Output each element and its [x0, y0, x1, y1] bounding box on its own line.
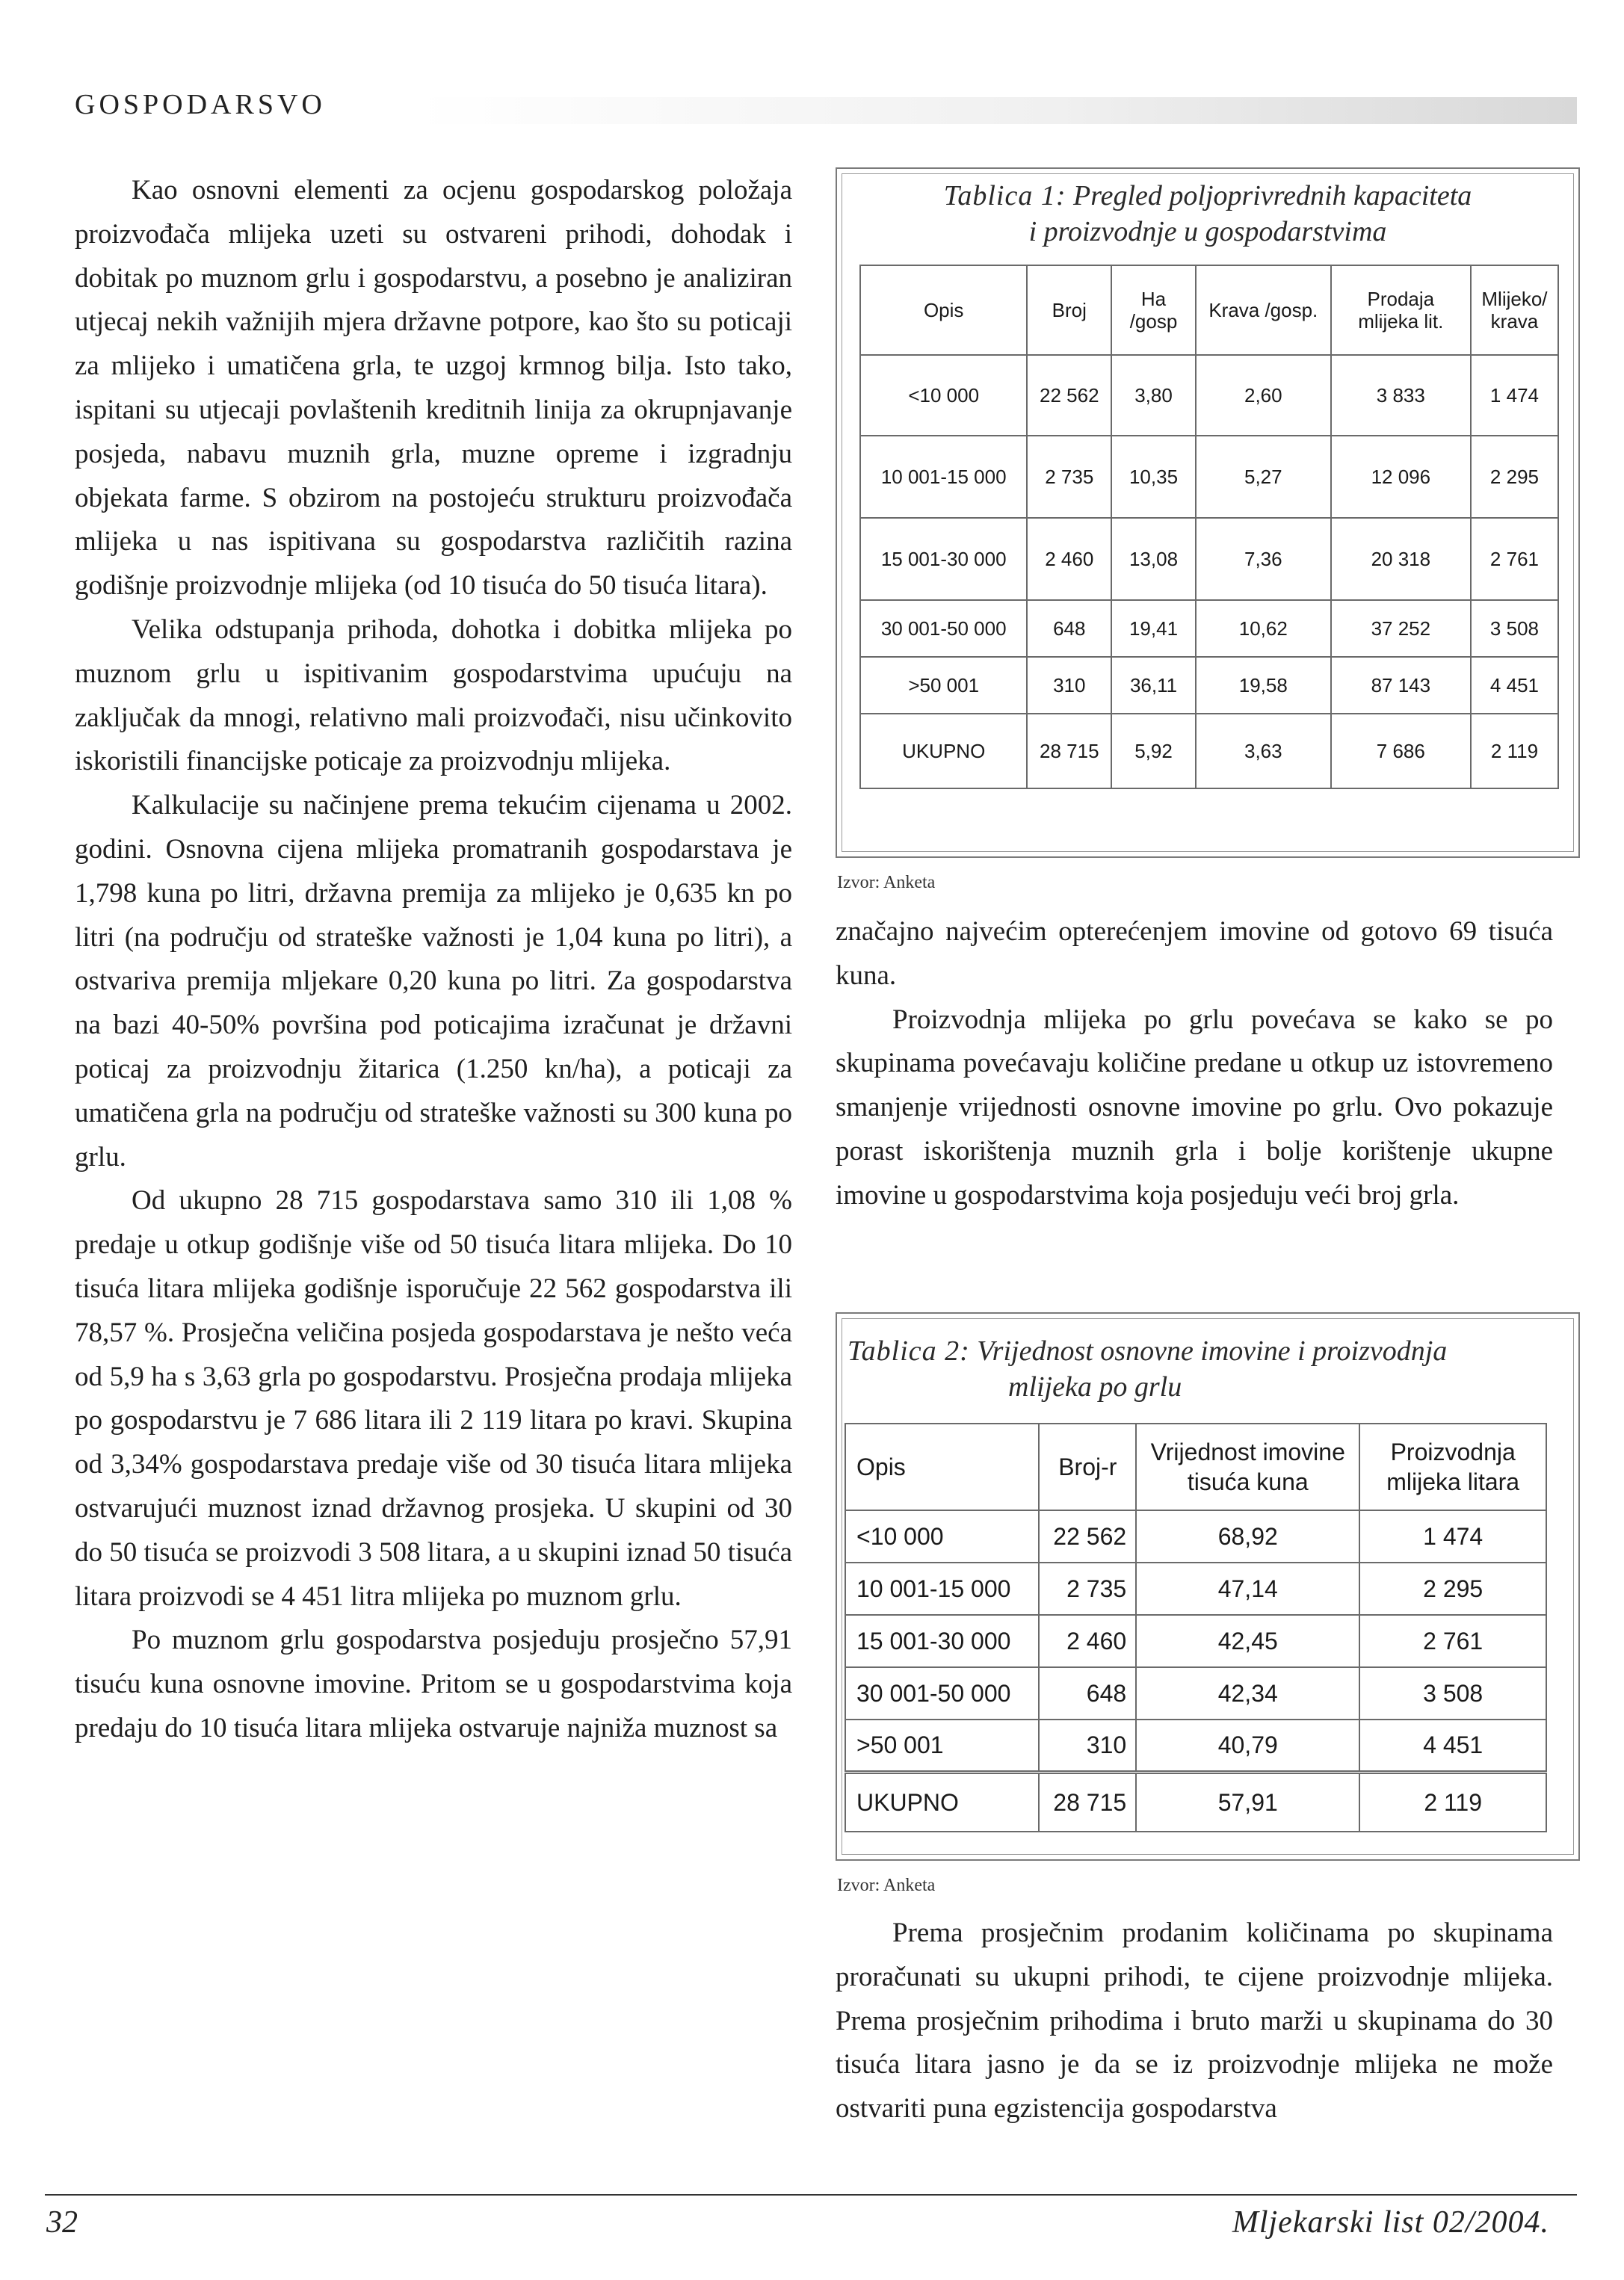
table1-header-row [860, 265, 1558, 355]
table1-title-line2: i proizvodnje u gospodarstvima [1028, 216, 1387, 247]
table2-header-cell: Broj-r [1039, 1424, 1136, 1510]
table2-title-line2: mlijeka po grlu [1008, 1371, 1182, 1403]
table1-header-cell: Ha /gosp [1111, 265, 1196, 355]
paragraph: Proizvodnja mlijeka po grlu povećava se kako se po skupinama povećavaju količine predane u otkup uz istovremeno smanjenje vrijednosti osnovne imovine po grlu. Ovo pokazuje porast iskorištenja muznih grla i bolje korištenje ukupne imovine u gospodarstvima koja posjeduju veći broj grla. [836, 1004, 1553, 1211]
table2-cell: 4 451 [1359, 1720, 1546, 1772]
table2-row [845, 1667, 1546, 1720]
table2-cell: 3 508 [1359, 1667, 1546, 1720]
paragraph: Kalkulacije su načinjene prema tekućim cijenama u 2002. godini. Osnovna cijena mlijeka promatranih gospodarstava je 1,798 kuna po litri, državna premija za mlijeko je 0,635 kn po litri (na području od strateške važnosti je 1,04 kuna po litri), a ostvariva premija mljekare 0,20 kuna po litri. Za gospodarstva na bazi 40-50% površina pod poticajima izračunat je državni poticaj za proizvodnju žitarica (1.250 kn/ha), a poticaji za umatičena grla na području od strateške važnosti su 300 kuna po grlu. [75, 790, 792, 1173]
paragraph: Prema prosječnim prodanim količinama po skupinama proračunati su ukupni prihodi, te cijene proizvodnje mlijeka. Prema prosječnim prihodima i bruto marži u skupinama do 30 tisuća litara jasno je da se iz proizvodnje mlijeka ne može ostvariti puna egzistencija gospodarstva [836, 1918, 1553, 2125]
table2-cell: 648 [1039, 1667, 1136, 1720]
table1-header-cell: Broj [1027, 265, 1111, 355]
table1-cell: UKUPNO [860, 714, 1027, 788]
table2-cell: >50 001 [845, 1720, 1039, 1772]
table2-cell: 47,14 [1136, 1563, 1359, 1615]
table1-cell: 4 451 [1471, 657, 1558, 714]
table2-cell: 28 715 [1039, 1772, 1136, 1832]
table2-total-row [845, 1772, 1546, 1832]
table1-cell: 13,08 [1111, 518, 1196, 600]
table2-cell: 57,91 [1136, 1772, 1359, 1832]
table1-cell: 2 295 [1471, 436, 1558, 518]
table2-cell: 42,34 [1136, 1667, 1359, 1720]
table1-cell: 7 686 [1331, 714, 1471, 788]
table1-total-row [860, 714, 1558, 788]
table2-source: Izvor: Anketa [837, 1876, 936, 1895]
table1-row [860, 657, 1558, 714]
table2-cell: 310 [1039, 1720, 1136, 1772]
table1-cell: 37 252 [1331, 600, 1471, 657]
table1-header-cell: Prodaja mlijeka lit. [1331, 265, 1471, 355]
table2-label: Tablica 2: [847, 1335, 970, 1367]
right-column-bottom [836, 1912, 1553, 2131]
table2-cell: UKUPNO [845, 1772, 1039, 1832]
table1-cell: 2 761 [1471, 518, 1558, 600]
table1-cell: 28 715 [1027, 714, 1111, 788]
right-column-top [836, 910, 1553, 1218]
table1-source: Izvor: Anketa [837, 873, 936, 892]
table1 [859, 265, 1559, 789]
paragraph: Po muznom grlu gospodarstva posjeduju prosječno 57,91 tisuću kuna osnovne imovine. Pritom se u gospodarstvima koja predaju do 10 tisuća litara mlijeka ostvaruje najniža muznost sa [75, 1625, 792, 1743]
table1-cell: 5,27 [1196, 436, 1331, 518]
table2-row [845, 1510, 1546, 1563]
paragraph: značajno najvećim opterećenjem imovine od gotovo 69 tisuća kuna. [836, 916, 1553, 991]
table2-cell: 1 474 [1359, 1510, 1546, 1563]
table2-header-cell: Opis [845, 1424, 1039, 1510]
table2-header-cell: Proizvodnja mlijeka litara [1359, 1424, 1546, 1510]
table2-row [845, 1563, 1546, 1615]
table2-header-cell: Vrijednost imovine tisuća kuna [1136, 1424, 1359, 1510]
table1-cell: 3,63 [1196, 714, 1331, 788]
table1-cell: 648 [1027, 600, 1111, 657]
table1-cell: 10,35 [1111, 436, 1196, 518]
table1-cell: 3 833 [1331, 355, 1471, 436]
table1-cell: 5,92 [1111, 714, 1196, 788]
table1-cell: 7,36 [1196, 518, 1331, 600]
page-number: 32 [46, 2205, 78, 2240]
table1-cell: 30 001-50 000 [860, 600, 1027, 657]
table1-cell: 20 318 [1331, 518, 1471, 600]
table1-cell: 3 508 [1471, 600, 1558, 657]
table1-cell: 19,58 [1196, 657, 1331, 714]
table1-cell: >50 001 [860, 657, 1027, 714]
table1-cell: 3,80 [1111, 355, 1196, 436]
footer-rule [45, 2194, 1577, 2196]
table2-cell: 2 460 [1039, 1615, 1136, 1667]
table2-cell: <10 000 [845, 1510, 1039, 1563]
table2-cell: 2 761 [1359, 1615, 1546, 1667]
table1-cell: 10,62 [1196, 600, 1331, 657]
table1-row [860, 436, 1558, 518]
table2-cell: 42,45 [1136, 1615, 1359, 1667]
table2-cell: 15 001-30 000 [845, 1615, 1039, 1667]
table2-caption [837, 1333, 1578, 1405]
table1-cell: 2,60 [1196, 355, 1331, 436]
table1-cell: 2 460 [1027, 518, 1111, 600]
journal-title: Mljekarski list 02/2004. [1232, 2205, 1549, 2240]
table1-cell: 10 001-15 000 [860, 436, 1027, 518]
table2-frame [836, 1312, 1580, 1861]
table1-caption [837, 178, 1578, 250]
paragraph: Velika odstupanja prihoda, dohotka i dobitka mlijeka po muznom grlu u ispitivanim gospodarstvima upućuju na zaključak da mnogi, relativno mali proizvođači, nisu učinkovito iskoristili financijske poticaje za proizvodnju mlijeka. [75, 614, 792, 777]
table2-header-row [845, 1424, 1546, 1510]
table1-cell: 22 562 [1027, 355, 1111, 436]
table1-row [860, 518, 1558, 600]
table1-cell: 2 735 [1027, 436, 1111, 518]
paragraph: Od ukupno 28 715 gospodarstava samo 310 ili 1,08 % predaje u otkup godišnje više od 50 tisuća litara mlijeka. Do 10 tisuća litara mlijeka godišnje isporučuje 22 562 gospodarstva ili 78,57 %. Prosječna veličina posjeda gospodarstava je nešto veća od 5,9 ha s 3,63 grla po gospodarstvu. Prosječna prodaja mlijeka po gospodarstvu je 7 686 litara ili 2 119 litara po kravi. Skupina od 3,34% gospodarstava predaje više od 30 tisuća litara mlijeka ostvarujući muznost iznad državnog prosjeka. U skupini od 30 do 50 tisuća se proizvodi 3 508 litara, a u skupini iznad 50 tisuća litara proizvodi se 4 451 litra mlijeka po muznom grlu. [75, 1185, 792, 1612]
table1-cell: 12 096 [1331, 436, 1471, 518]
table1-cell: 2 119 [1471, 714, 1558, 788]
table1-cell: 310 [1027, 657, 1111, 714]
table2-cell: 2 295 [1359, 1563, 1546, 1615]
table2-row [845, 1720, 1546, 1772]
table1-cell: 1 474 [1471, 355, 1558, 436]
table1-cell: 15 001-30 000 [860, 518, 1027, 600]
table2-cell: 2 735 [1039, 1563, 1136, 1615]
table1-cell: 19,41 [1111, 600, 1196, 657]
table1-header-cell: Krava /gosp. [1196, 265, 1331, 355]
table1-header-cell: Mlijeko/ krava [1471, 265, 1558, 355]
header-gradient-bar [419, 97, 1577, 124]
table2-cell: 40,79 [1136, 1720, 1359, 1772]
table1-cell: <10 000 [860, 355, 1027, 436]
table2 [845, 1423, 1547, 1832]
table2-cell: 2 119 [1359, 1772, 1546, 1832]
table2-title-line1: Vrijednost osnovne imovine i proizvodnja [977, 1335, 1448, 1367]
table2-row [845, 1615, 1546, 1667]
table1-frame [836, 167, 1580, 858]
table1-title-line1: Pregled poljoprivrednih kapaciteta [1073, 180, 1472, 211]
table2-cell: 10 001-15 000 [845, 1563, 1039, 1615]
table1-cell: 87 143 [1331, 657, 1471, 714]
section-title: GOSPODARSVO [75, 89, 326, 120]
table1-cell: 36,11 [1111, 657, 1196, 714]
table2-cell: 22 562 [1039, 1510, 1136, 1563]
table2-cell: 68,92 [1136, 1510, 1359, 1563]
table1-row [860, 600, 1558, 657]
table1-row [860, 355, 1558, 436]
table1-header-cell: Opis [860, 265, 1027, 355]
paragraph: Kao osnovni elementi za ocjenu gospodarskog položaja proizvođača mlijeka uzeti su ostvareni prihodi, dohodak i dobitak po muznom grlu i gospodarstvu, a posebno je analiziran utjecaj nekih važnijih mjera državne potpore, kao što su poticaji za mlijeko i umatičena grla, te uzgoj krmnog bilja. Isto tako, ispitani su utjecaji povlaštenih kreditnih linija za okrupnjavanje posjeda, nabavu muznih grla, muzne opreme i izgradnju objekata farme. S obzirom na postojeću strukturu proizvođača mlijeka u nas ispitivana su gospodarstva različitih razina godišnje proizvodnje mlijeka (od 10 tisuća do 50 tisuća litara). [75, 175, 792, 602]
table2-cell: 30 001-50 000 [845, 1667, 1039, 1720]
table1-label: Tablica 1: [943, 180, 1066, 211]
left-column [75, 169, 792, 1751]
